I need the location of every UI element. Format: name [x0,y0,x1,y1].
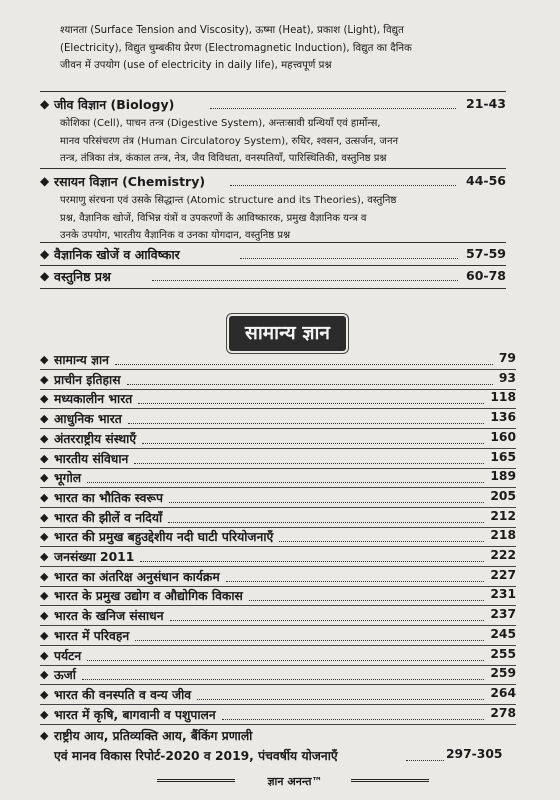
diamond-bullet-icon: ◆ [40,412,49,425]
page-number: 231 [490,587,516,601]
leader-dots [230,185,456,186]
desc-line: उनके उपयोग, भारतीय वैज्ञानिक व उनका योगदान, वस्तुनिष्ठ प्रश्न [60,230,291,242]
toc-item[interactable] [40,370,516,390]
diamond-bullet-icon: ◆ [40,729,49,742]
page-number: 255 [490,647,516,661]
toc-item[interactable] [40,488,516,508]
diamond-bullet-icon: ◆ [40,452,49,465]
item-label: मध्यकालीन भारत [54,392,133,406]
physics-topics-continued [60,22,500,75]
toc-item[interactable] [40,468,516,488]
toc-item-national-income[interactable] [40,726,516,746]
publisher-logo: ज्ञान अनन्त™ [267,775,323,788]
divider [40,91,506,92]
leader-dots [152,280,458,281]
diamond-bullet-icon: ◆ [40,589,49,602]
item-label: भारत में परिवहन [54,629,130,643]
intro-line: जीवन में उपयोग (use of electricity in daily life), महत्त्वपूर्ण प्रश्न [60,60,332,71]
diamond-bullet-icon: ◆ [40,491,49,504]
page-number: 218 [490,528,516,542]
toc-item[interactable] [40,449,516,469]
item-label: भारत की प्रमुख बहुउद्देशीय नदी घाटी परियोजनाएँ [54,530,274,544]
item-label: भारत की झीलें व नदियाँ [54,511,163,525]
toc-item[interactable] [40,350,516,370]
section-title-general-knowledge: सामान्य ज्ञान [229,316,346,351]
toc-section-biology[interactable] [40,95,506,168]
toc-item[interactable] [40,606,516,626]
page-number: 278 [490,706,516,720]
item-label: पर्यटन [54,649,82,663]
diamond-bullet-icon: ◆ [40,353,49,366]
leader-dots [115,364,493,365]
toc-item[interactable] [40,705,516,725]
leader-dots [142,443,484,444]
toc-item[interactable] [40,389,516,409]
publisher-footer [225,770,365,788]
leader-dots [140,561,484,562]
diamond-bullet-icon: ◆ [40,97,50,111]
page-number: 160 [490,430,516,444]
leader-dots [135,640,484,641]
item-label: भूगोल [54,471,82,485]
leader-dots [128,423,484,424]
divider [40,242,506,243]
toc-section-discoveries[interactable] [40,245,506,265]
leader-dots [279,541,484,542]
toc-section-objective-questions[interactable] [40,267,506,287]
section-description [60,115,506,168]
page-number: 118 [490,390,516,404]
page-number: 227 [490,568,516,582]
page-number: 222 [490,548,516,562]
section-label: जीव विज्ञान (Biology) [54,97,175,112]
leader-dots [134,463,484,464]
leader-dots [197,699,484,700]
toc-section-chemistry[interactable] [40,172,506,245]
toc-item[interactable] [40,586,516,606]
item-label: सामान्य ज्ञान [54,353,109,367]
diamond-bullet-icon: ◆ [40,392,49,405]
item-label: भारत के प्रमुख उद्योग व औद्योगिक विकास [54,589,243,603]
leader-dots [210,108,456,109]
leader-dots [249,600,484,601]
leader-dots [82,679,484,680]
desc-line: मानव परिसंचरण तंत्र (Human Circulatoroy System), रुधिर, श्वसन, उत्सर्जन, जनन [60,135,399,147]
page-number: 93 [498,371,516,385]
item-divider [40,724,516,725]
leader-dots [222,719,484,720]
intro-line: श्यानता (Surface Tension and Viscosity), ऊष्मा (Heat), प्रकाश (Light), विद्युत [60,25,404,36]
section-label: रसायन विज्ञान (Chemistry) [54,174,206,189]
leader-dots [127,384,493,385]
desc-line: कोशिका (Cell), पाचन तन्त्र (Digestive System), अन्तःस्रावी ग्रन्थियाँ एवं हार्मोन्स, [60,118,381,129]
toc-item[interactable] [40,665,516,685]
item-label: भारत की वनस्पति व वन्य जीव [54,688,192,702]
page-number: 165 [490,450,516,464]
divider [40,265,506,266]
item-label: भारतीय संविधान [54,452,129,466]
page-range: 297-305 [446,747,503,761]
toc-item[interactable] [40,685,516,705]
toc-item[interactable] [40,646,516,666]
item-label-line2: एवं मानव विकास रिपोर्ट-2020 व 2019, पंचवर्षीय योजनाएँ [54,749,338,763]
desc-line: परमाणु संरचना एवं उसके सिद्धान्त (Atomic structure and its Theories), वस्तुनिष्ठ [60,195,397,206]
page-range: 60-78 [466,268,506,283]
page-range: 44-56 [466,173,506,188]
leader-dots [87,482,484,483]
item-label: भारत का भौतिक स्वरूप [54,491,163,505]
diamond-bullet-icon: ◆ [40,530,49,543]
section-label: वैज्ञानिक खोजें व आविष्कार [54,247,180,262]
item-label: प्राचीन इतिहास [54,373,121,387]
page-range: 57-59 [466,246,506,261]
leader-dots [87,660,484,661]
item-label-line1: राष्ट्रीय आय, प्रतिव्यक्ति आय, बैंकिंग प्रणाली [54,729,253,743]
leader-dots [406,760,444,761]
page-number: 264 [490,686,516,700]
footer-rule-left [157,779,235,782]
diamond-bullet-icon: ◆ [40,269,50,283]
diamond-bullet-icon: ◆ [40,432,49,445]
diamond-bullet-icon: ◆ [40,688,49,701]
item-label: ऊर्जा [54,668,76,682]
page-number: 212 [490,509,516,523]
section-label: वस्तुनिष्ठ प्रश्न [54,269,111,284]
desc-line: प्रश्न, वैज्ञानिक खोजें, विभिन्न यंत्रों व उपकरणों के आविष्कारक, प्रमुख वैज्ञानिक यन्त्र व [60,212,367,224]
intro-line: (Electricity), विद्युत चुम्बकीय प्रेरण (Electromagnetic Induction), विद्युत का दैनिक [60,42,412,54]
item-label: आधुनिक भारत [54,412,122,426]
page-number: 245 [490,627,516,641]
page-number: 205 [490,489,516,503]
toc-item[interactable] [40,547,516,567]
item-label: जनसंख्या 2011 [54,550,135,564]
leader-dots [170,620,484,621]
diamond-bullet-icon: ◆ [40,247,50,261]
leader-dots [169,502,484,503]
toc-item[interactable] [40,527,516,547]
page-number: 189 [490,469,516,483]
diamond-bullet-icon: ◆ [40,550,49,563]
page-number: 237 [490,607,516,621]
diamond-bullet-icon: ◆ [40,649,49,662]
toc-item[interactable] [40,429,516,449]
leader-dots [138,403,484,404]
toc-item[interactable] [40,409,516,429]
leader-dots [168,522,484,523]
footer-rule-right [351,779,429,782]
desc-line: तन्त्र, तंत्रिका तंत्र, कंकाल तन्त्र, नेत्र, जैव विविधता, वनस्पतियाँ, पारिस्थितिकी, वस्तुनिष्ठ प्रश्न [60,153,387,165]
diamond-bullet-icon: ◆ [40,609,49,622]
diamond-bullet-icon: ◆ [40,373,49,386]
page-number: 79 [498,351,516,365]
diamond-bullet-icon: ◆ [40,629,49,642]
item-label: भारत में कृषि, बागवानी व पशुपालन [54,708,216,722]
item-label: अंतरराष्ट्रीय संस्थाएँ [54,432,137,446]
diamond-bullet-icon: ◆ [40,708,49,721]
leader-dots [240,258,458,259]
toc-item[interactable] [40,626,516,646]
page-number: 259 [490,666,516,680]
leader-dots [226,581,484,582]
divider [40,168,506,169]
diamond-bullet-icon: ◆ [40,511,49,524]
page-range: 21-43 [466,96,506,111]
item-label: भारत का अंतरिक्ष अनुसंधान कार्यक्रम [54,570,220,584]
toc-item[interactable] [40,567,516,587]
diamond-bullet-icon: ◆ [40,668,49,681]
page-number: 136 [490,410,516,424]
divider [40,288,506,289]
toc-item[interactable] [40,508,516,528]
section-description [60,192,506,245]
diamond-bullet-icon: ◆ [40,471,49,484]
diamond-bullet-icon: ◆ [40,174,50,188]
item-label: भारत के खनिज संसाधन [54,609,164,623]
diamond-bullet-icon: ◆ [40,570,49,583]
